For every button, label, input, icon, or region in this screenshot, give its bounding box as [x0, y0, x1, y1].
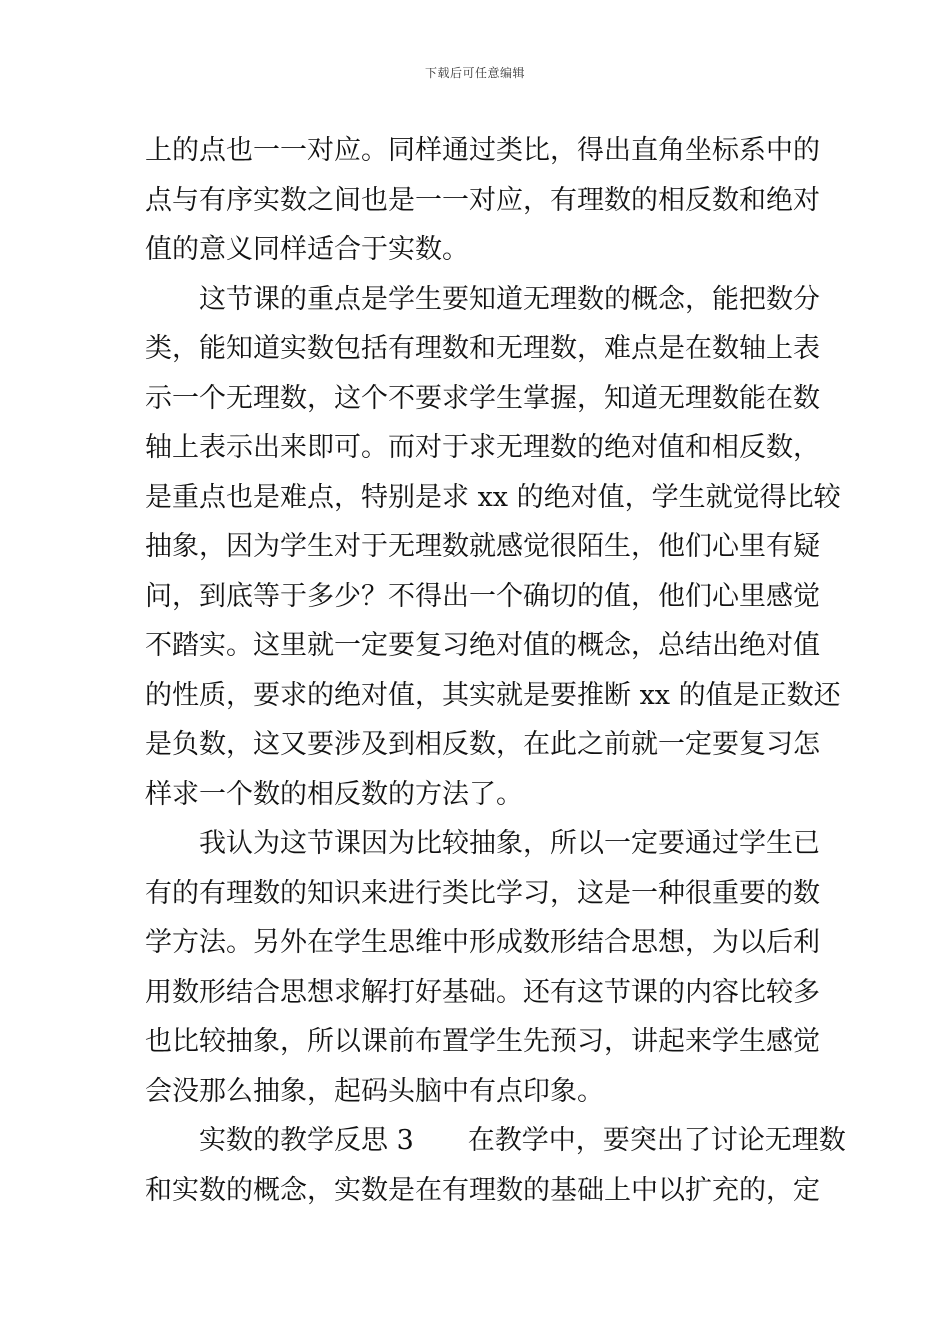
text-line: 是重点也是难点，特别是求 xx 的绝对值，学生就觉得比较 — [145, 481, 841, 513]
text-line: 点与有序实数之间也是一一对应，有理数的相反数和绝对 — [145, 184, 820, 216]
text-line: 上的点也一一对应。同样通过类比，得出直角坐标系中的 — [145, 135, 820, 166]
text-line: 和实数的概念，实数是在有理数的基础上中以扩充的，定 — [145, 1174, 820, 1206]
text-line: 是负数，这又要涉及到相反数，在此之前就一定要复习怎 — [145, 729, 820, 760]
text-line: 会没那么抽象，起码头脑中有点印象。 — [145, 1075, 604, 1107]
text-line: 用数形结合思想求解打好基础。还有这节课的内容比较多 — [145, 976, 820, 1008]
text-line: 这节课的重点是学生要知道无理数的概念，能把数分 — [199, 283, 820, 315]
text-line: 的性质，要求的绝对值，其实就是要推断 xx 的值是正数还 — [145, 679, 841, 711]
paragraph-1 — [145, 126, 820, 275]
text-line: 实数的教学反思 3 在教学中，要突出了讨论无理数 — [199, 1125, 846, 1156]
paragraph-4 — [145, 1116, 846, 1215]
body-text — [145, 126, 846, 1215]
text-line: 抽象，因为学生对于无理数就感觉很陌生，他们心里有疑 — [145, 531, 820, 562]
text-line: 样求一个数的相反数的方法了。 — [145, 778, 523, 810]
page-header: 下载后可任意编辑 — [424, 66, 525, 80]
text-line: 有的有理数的知识来进行类比学习，这是一种很重要的数 — [145, 877, 820, 909]
text-line: 也比较抽象，所以课前布置学生先预习，讲起来学生感觉 — [145, 1026, 820, 1057]
text-line: 轴上表示出来即可。而对于求无理数的绝对值和相反数， — [145, 432, 820, 463]
text-line: 问，到底等于多少？不得出一个确切的值，他们心里感觉 — [145, 580, 820, 612]
paragraph-2 — [145, 275, 841, 820]
text-line: 学方法。另外在学生思维中形成数形结合思想，为以后利 — [145, 927, 820, 958]
text-line: 不踏实。这里就一定要复习绝对值的概念，总结出绝对值 — [145, 630, 820, 661]
text-line: 值的意义同样适合于实数。 — [145, 234, 469, 265]
text-line: 示一个无理数，这个不要求学生掌握，知道无理数能在数 — [145, 382, 820, 414]
text-line: 类，能知道实数包括有理数和无理数，难点是在数轴上表 — [145, 333, 820, 364]
paragraph-3 — [145, 819, 820, 1116]
text-line: 我认为这节课因为比较抽象，所以一定要通过学生已 — [199, 828, 820, 859]
